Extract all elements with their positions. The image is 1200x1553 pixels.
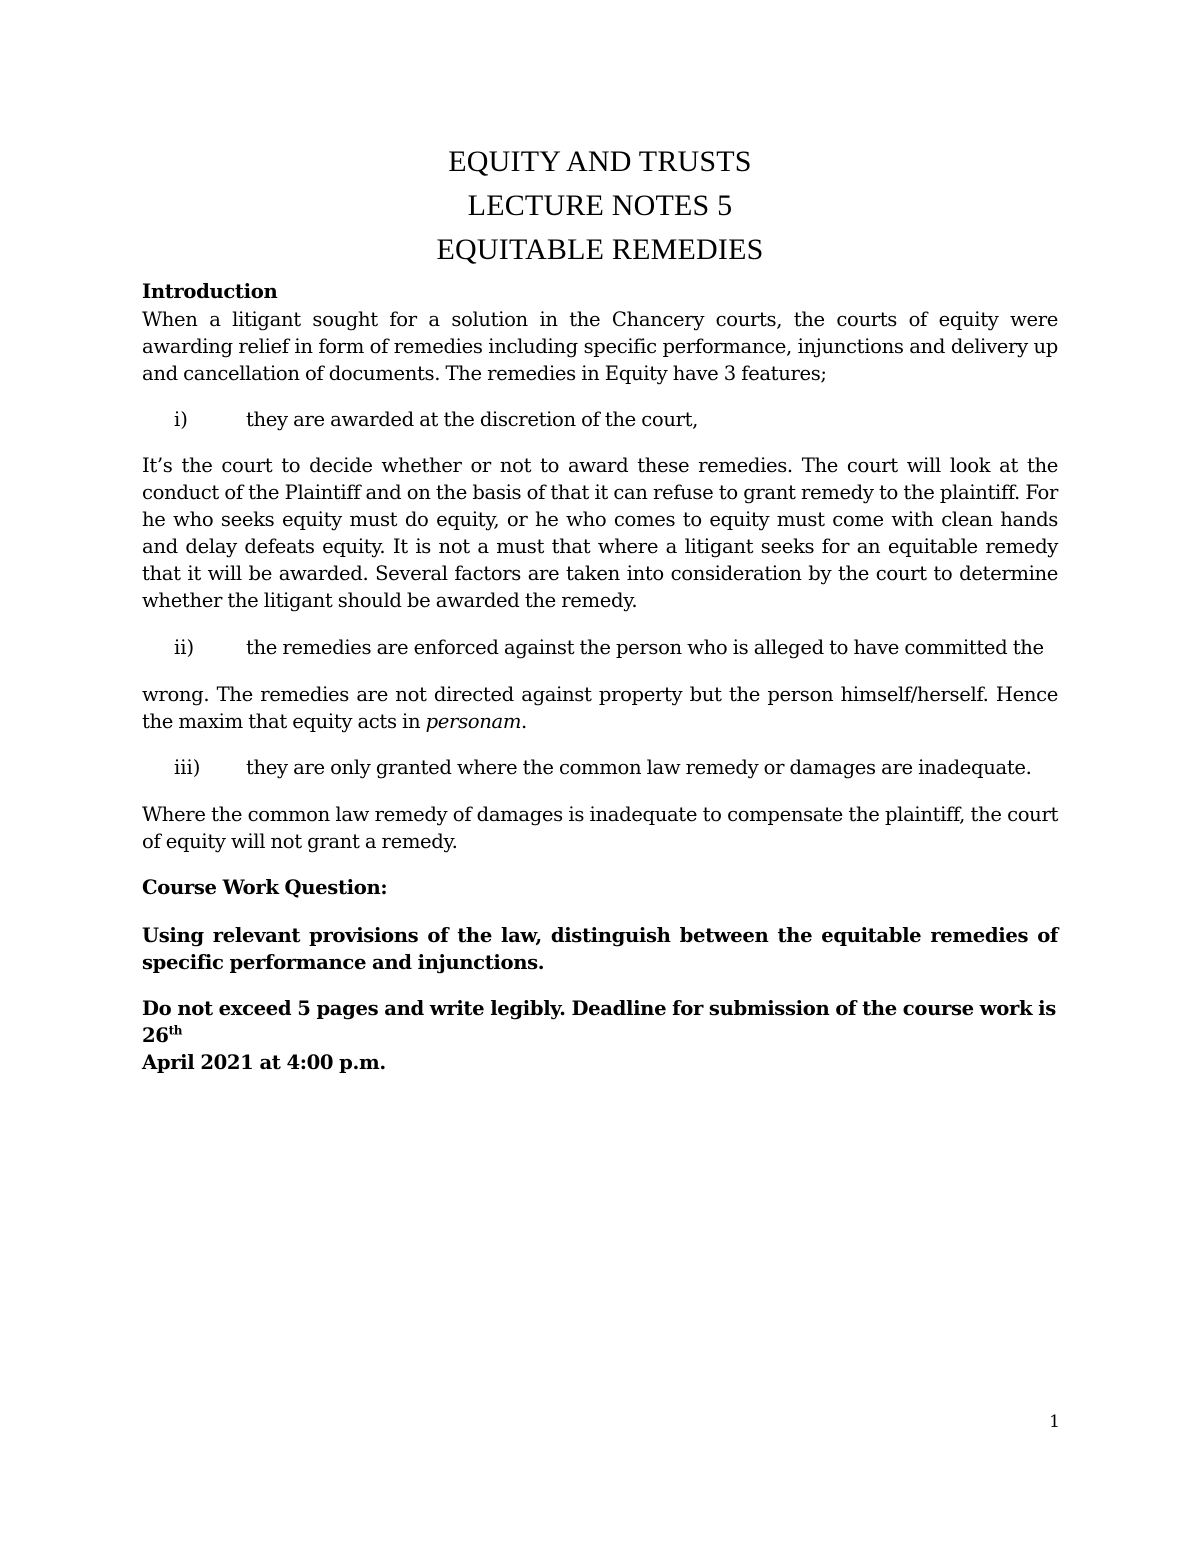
inadequate-paragraph: Where the common law remedy of damages is inadequate to compensate the plaintiff, the court of equity will not grant a remedy.	[142, 803, 1058, 853]
discretion-paragraph: It’s the court to decide whether or not to award these remedies. The court will look at the conduct of the Plaintiff and on the basis of that it can refuse to grant remedy to the plaintiff. For he who seeks equity must do equity, or he who comes to equity must come with clean hands and delay defeats equity. It is not a must that where a litigant seeks for an equitable remedy that it will be awarded. Several factors are taken into consideration by the court to determine whether the litigant should be awarded the remedy.	[142, 454, 1058, 612]
introduction-heading: Introduction	[142, 280, 278, 303]
deadline-superscript: th	[168, 1023, 183, 1038]
deadline-date: April 2021 at 4:00 p.m.	[142, 1051, 386, 1074]
feature-2-text: the remedies are enforced against the person who is alleged to have committed the	[246, 636, 1044, 659]
personam-text: wrong. The remedies are not directed against property but the person himself/herself. Hence the maxim that equity acts in	[142, 683, 1058, 733]
title-line-lecture: LECTURE NOTES 5	[467, 189, 733, 222]
feature-2-marker: ii)	[174, 636, 195, 659]
deadline-text: Do not exceed 5 pages and write legibly. Deadline for submission of the course work is 26	[142, 997, 1056, 1047]
document-title	[0, 140, 1200, 272]
personam-period: .	[521, 710, 527, 733]
feature-1-marker: i)	[174, 408, 188, 431]
personam-italic: personam	[425, 710, 522, 733]
coursework-heading: Course Work Question:	[142, 876, 388, 899]
personam-paragraph	[142, 681, 1058, 735]
coursework-question: Using relevant provisions of the law, distinguish between the equitable remedies of specific performance and injunctions.	[142, 924, 1058, 974]
introduction-paragraph: When a litigant sought for a solution in the Chancery courts, the courts of equity were awarding relief in form of remedies including specific performance, injunctions and delivery up and cancellation of documents. The remedies in Equity have 3 features;	[142, 308, 1058, 385]
feature-1-text: they are awarded at the discretion of the court,	[246, 408, 699, 431]
feature-3-text: they are only granted where the common law remedy or damages are inadequate.	[246, 756, 1032, 779]
deadline-paragraph	[142, 995, 1058, 1076]
title-line-topic: EQUITABLE REMEDIES	[436, 233, 764, 266]
title-line-course: EQUITY AND TRUSTS	[448, 145, 752, 178]
page-number: 1	[1049, 1412, 1060, 1432]
feature-3-marker: iii)	[174, 756, 201, 779]
